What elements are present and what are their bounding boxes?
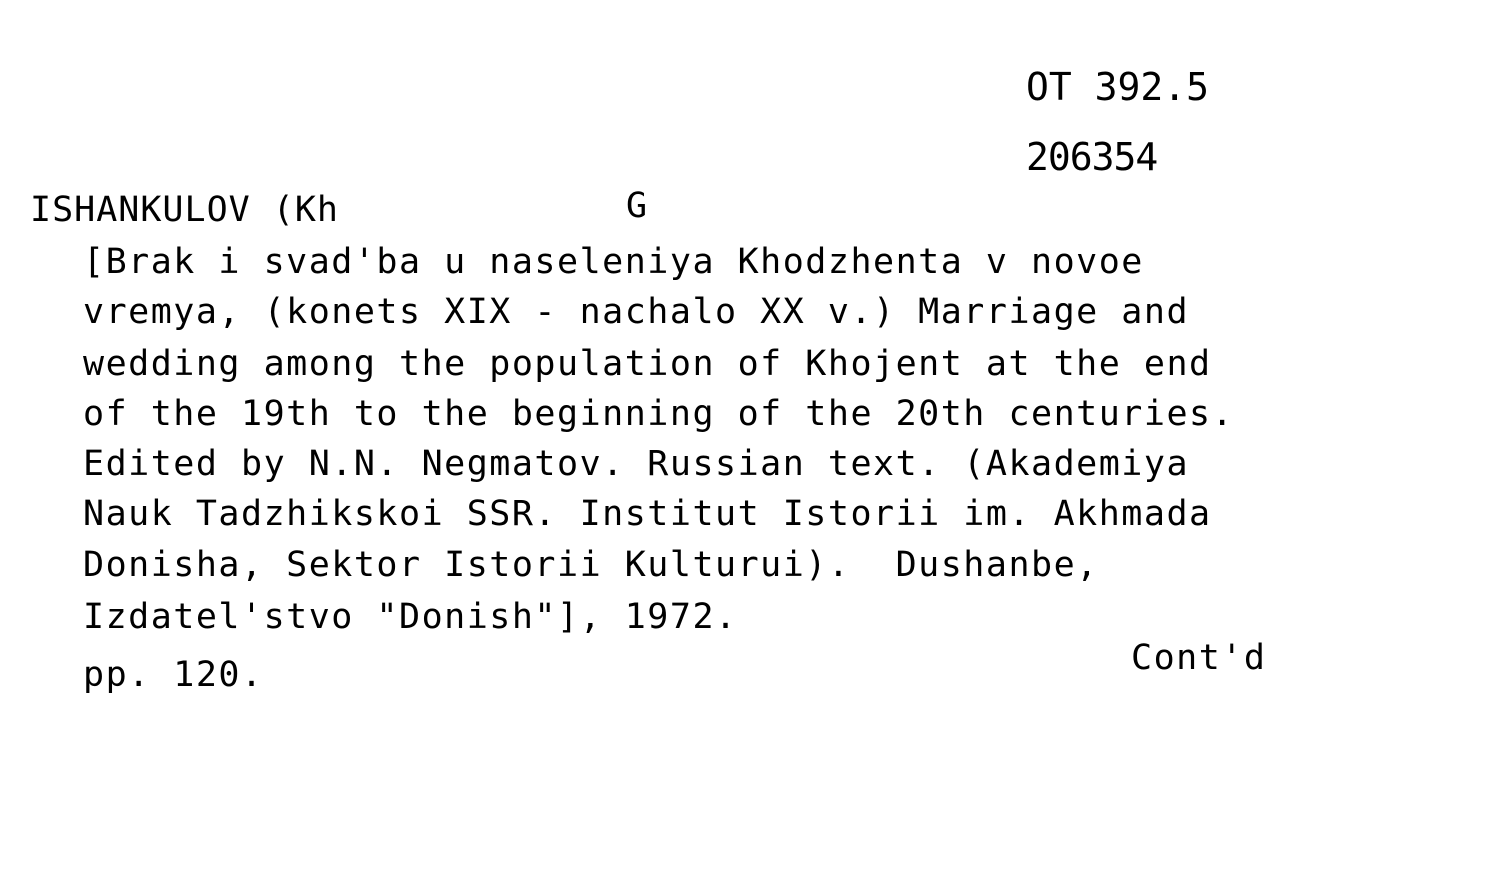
entry-line: of the 19th to the beginning of the 20th centuries. [83,394,1235,434]
call-number: OT 392.5 [1026,65,1210,109]
author-heading: ISHANKULOV (Kh [30,190,340,230]
accession-number: 206354 [1026,135,1158,179]
entry-line: wedding among the population of Khojent at the end [83,344,1212,384]
entry-line: Donisha, Sektor Istorii Kulturui). Dushanbe, [83,545,1099,585]
author-initial: G [626,186,649,226]
entry-line: vremya, (konets XIX - nachalo XX v.) Marriage and [83,292,1190,332]
page-count: pp. 120. [83,655,264,695]
entry-line: Nauk Tadzhikskoi SSR. Institut Istorii im. Akhmada [83,494,1212,534]
entry-line: Edited by N.N. Negmatov. Russian text. (Akademiya [83,444,1190,484]
continued-note: Cont'd [1131,638,1267,678]
entry-line: [Brak i svad'ba u naseleniya Khodzhenta v novoe [83,242,1144,282]
entry-line: Izdatel'stvo "Donish"], 1972. [83,597,738,637]
